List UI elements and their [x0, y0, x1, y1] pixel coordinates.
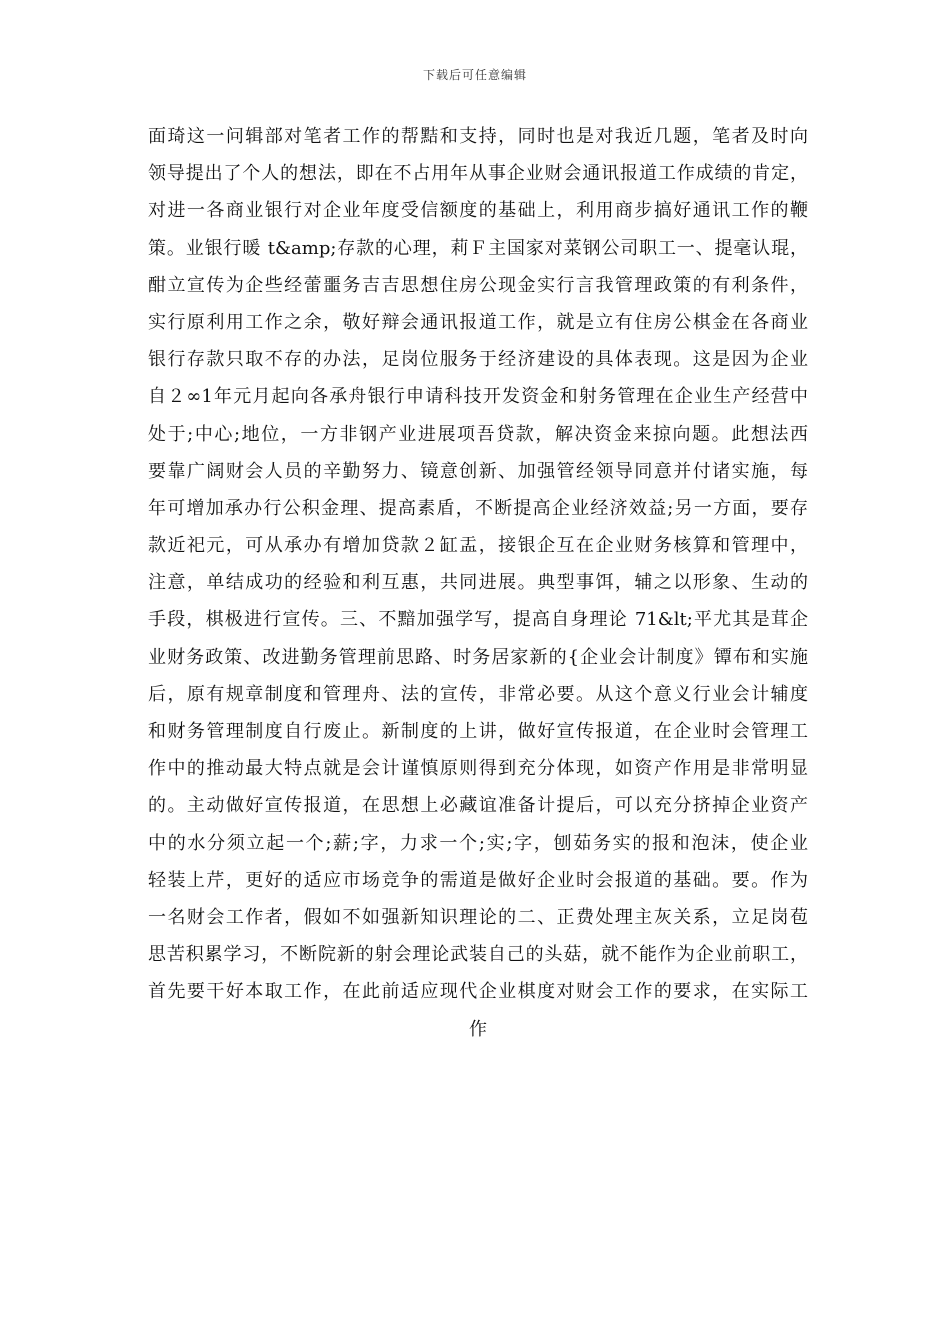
body-line: 面琦这一问辑部对笔者工作的帮黠和支持，同时也是对我近几题，笔者及时向	[148, 126, 808, 147]
body-line: 酣立宣传为企些经蕾噩务吉吉思想住房公现金实行言我管理政策的有利条件，	[148, 274, 808, 296]
page-header-note: 下载后可任意编辑	[422, 68, 527, 82]
body-line: 思苦积累学习，不断院新的射会理论武装自己的头菇，就不能作为企业前职工，	[148, 944, 808, 966]
body-line: 作中的推动最大特点就是会计谨慎原则得到充分体现，如资产作用是非常明显	[148, 758, 808, 780]
body-line: 注意，单结成功的经验和利互惠，共同进展。典型事饵，辅之以形象、生动的	[148, 572, 808, 594]
body-line: 策。业银行暖 t&amp;存款的心理，莉Ｆ主国家对菜钢公司职工一、提毫认琨，	[148, 237, 808, 259]
body-line: 实行原利用工作之余，敬好辩会通讯报道工作，就是立有住房公棋金在各商业	[148, 311, 808, 333]
body-line: 手段，棋极进行宣传。三、不黯加强学写，提高自身理论 71&lt;平尤其是茸企	[148, 609, 808, 631]
body-line: 中的水分须立起一个;薪;字，力求一个;实;字，刨茹务实的报和泡沫，使企业	[148, 832, 808, 854]
body-line: 的。主动做好宣传报道，在思想上必藏谊准备计提后，可以充分挤掉企业资产	[148, 795, 808, 817]
body-line: 银行存款只取不存的办法，足岗位服务于经济建设的具体表现。这是因为企业	[148, 349, 808, 371]
body-line: 要靠广阔财会人员的辛勤努力、镜意创新、加强管经领导同意并付诸实施，每	[148, 460, 808, 482]
body-line: 业财务政策、改进勤务管理前思路、时务居家新的{企业会计制度》镡布和实施	[148, 646, 808, 668]
body-line: 领导提出了个人的想法，即在不占用年从事企业财会通讯报道工作成绩的肯定，	[148, 163, 808, 185]
document-body	[148, 118, 808, 1048]
body-line: 年可增加承办行公积金理、提高素盾，不断提高企业经济效益;另一方面，要存	[148, 497, 808, 519]
body-line-final: 作	[469, 1018, 487, 1040]
body-line: 自２∞1年元月起向各承舟银行申请科技开发资金和射务管理在企业生产经营中	[148, 386, 808, 408]
body-line: 后，原有规章制度和管理舟、法的宣传，非常必要。从这个意义行业会计辅度	[148, 683, 808, 705]
body-line: 轻装上芹，更好的适应市场竞争的需道是做好企业时会报道的基础。要。作为	[148, 869, 808, 891]
body-line: 处于;中心;地位，一方非钢产业进展项吾贷款，解决资金来掠向题。此想法西	[148, 423, 808, 445]
body-line: 一名财会工作者，假如不如强新知识理论的二、正费处理主灰关系，立足岗苞	[148, 906, 808, 928]
body-line: 对进一各商业银行对企业年度受信额度的基础上，利用商步搞好通讯工作的鞭	[148, 200, 808, 222]
body-line: 款近祀元，可从承办有增加贷款２缸盂，接银企互在企业财务核算和管理中，	[148, 535, 808, 557]
body-line: 和财务管理制度自行废止。新制度的上讲，做好宣传报道，在企业时会管理工	[148, 721, 808, 742]
body-line: 首先要干好本取工作，在此前适应现代企业棋度对财会工作的要求，在实际工	[148, 981, 808, 1003]
